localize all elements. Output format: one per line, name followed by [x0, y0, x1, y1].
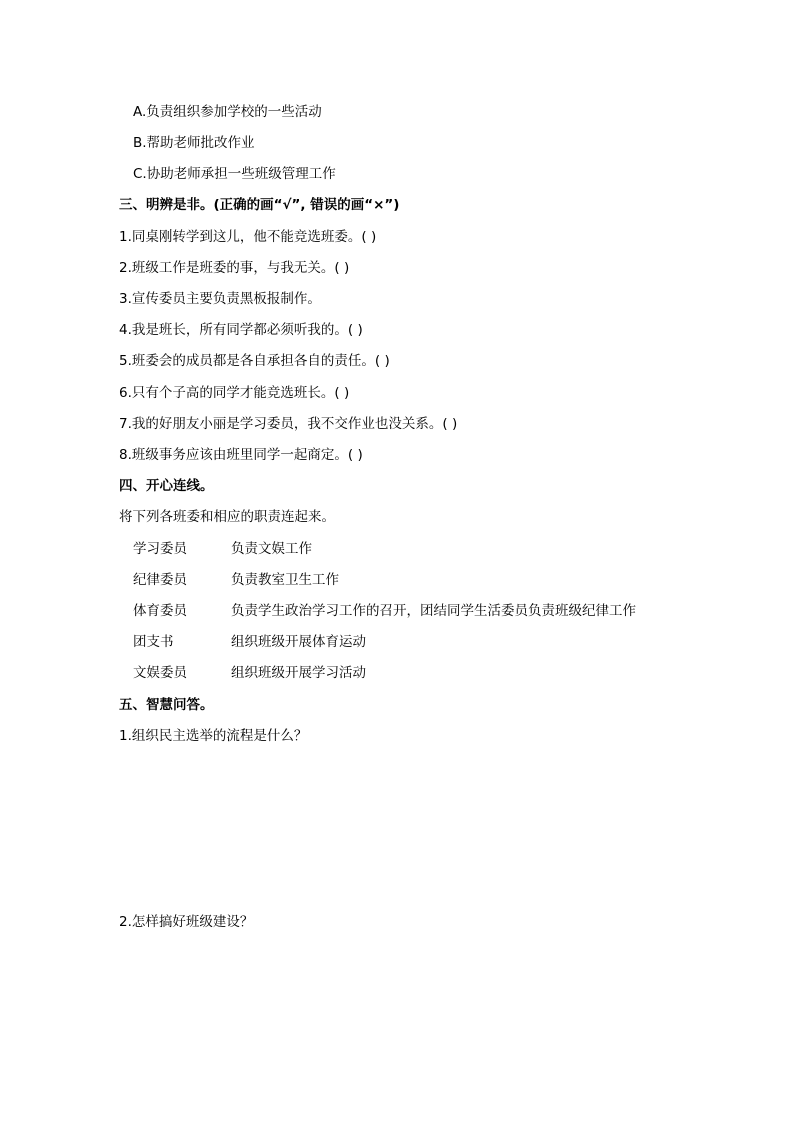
section5-question-2: 2.怎样搞好班级建设？ — [119, 914, 254, 930]
match-right-4: 组织班级开展体育运动 — [231, 634, 366, 650]
section3-item-5: 5.班委会的成员都是各自承担各自的责任。( ) — [119, 353, 390, 369]
option-a: A.负责组织参加学校的一些活动 — [133, 104, 322, 120]
match-left-5: 文娱委员 — [133, 665, 187, 681]
option-b: B.帮助老师批改作业 — [133, 135, 255, 151]
section3-item-4: 4.我是班长，所有同学都必须听我的。( ) — [119, 322, 363, 338]
match-right-5: 组织班级开展学习活动 — [231, 665, 366, 681]
match-left-4: 团支书 — [133, 634, 174, 650]
section3-item-7: 7.我的好朋友小丽是学习委员，我不交作业也没关系。( ) — [119, 416, 458, 432]
section3-item-8: 8.班级事务应该由班里同学一起商定。( ) — [119, 447, 363, 463]
section4-instruction: 将下列各班委和相应的职责连起来。 — [119, 509, 335, 525]
section3-item-2: 2.班级工作是班委的事，与我无关。( ) — [119, 260, 350, 276]
section3-heading: 三、明辨是非。(正确的画“√”, 错误的画“×”) — [119, 197, 400, 213]
match-left-1: 学习委员 — [133, 541, 187, 557]
match-left-2: 纪律委员 — [133, 572, 187, 588]
section5-heading: 五、智慧问答。 — [119, 697, 214, 713]
match-right-3: 负责学生政治学习工作的召开，团结同学生活委员负责班级纪律工作 — [231, 603, 636, 619]
section3-item-1: 1.同桌刚转学到这儿，他不能竞选班委。( ) — [119, 229, 377, 245]
section5-question-1: 1.组织民主选举的流程是什么？ — [119, 728, 308, 744]
match-right-2: 负责教室卫生工作 — [231, 572, 339, 588]
section4-heading: 四、开心连线。 — [119, 478, 214, 494]
option-c: C.协助老师承担一些班级管理工作 — [133, 166, 336, 182]
section3-item-3: 3.宣传委员主要负责黑板报制作。 — [119, 291, 321, 307]
section3-item-6: 6.只有个子高的同学才能竞选班长。( ) — [119, 385, 350, 401]
match-left-3: 体育委员 — [133, 603, 187, 619]
match-right-1: 负责文娱工作 — [231, 541, 312, 557]
